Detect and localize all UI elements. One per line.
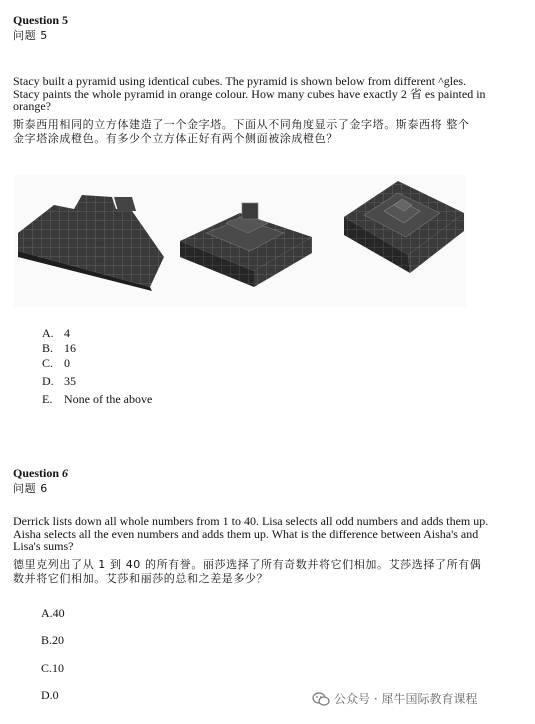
q5-text-en: Stacy built a pyramid using identical cubes. The pyramid is shown below from different ^gles. Stacy paints the whole pyramid in orange colour. How many cubes have exactly 2 省 es painted in orange? [13,74,486,113]
pyramid-figure [14,175,466,307]
q5-title-cn: 问题 5 [13,29,48,42]
q5-option-c[interactable]: C. 0 [42,356,70,370]
wechat-icon [312,692,330,706]
q5-option-d[interactable]: D. 35 [42,374,76,388]
q6-title: Question 6 [13,466,69,480]
q6-option-a[interactable]: A.40 [41,606,65,620]
q5-title: Question 5 [13,13,69,27]
pyramid-side-view [18,195,164,291]
q5-option-e[interactable]: E. None of the above [42,392,153,406]
watermark-text: 公众号 · 犀牛国际教育课程 [334,692,478,706]
pyramid-top-view [344,181,464,273]
q5-text-cn: 斯泰西用相同的立方体建造了一个金字塔。下面从不同角度显示了金字塔。斯泰西将 整个 金字塔涂成橙色。有多少个立方体正好有两个侧面被涂成橙色？ [13,118,470,145]
q6-option-c[interactable]: C.10 [41,661,65,675]
pyramid-views-illustration [14,175,466,307]
wechat-watermark [312,690,477,707]
q6-option-d[interactable]: D.0 [41,688,59,702]
pyramid-angled-view [180,203,312,287]
q6-option-b[interactable]: B.20 [41,633,65,647]
q6-text-cn: 德里克列出了从 1 到 40 的所有誉。丽莎选择了所有奇数并将它们相加。艾莎选择了所有偶 数并将它们相加。艾莎和丽莎的总和之差是多少？ [13,558,482,585]
q6-text-en: Derrick lists down all whole numbers from 1 to 40. Lisa selects all odd numbers and adds them up. Aisha selects all the even numbers and adds them up. What is the difference between Aisha's and Lisa's sums? [13,514,489,553]
q6-title-cn: 问题 6 [13,482,48,495]
q5-option-b[interactable]: B. 16 [42,341,76,355]
q5-option-a[interactable]: A. 4 [42,326,70,340]
